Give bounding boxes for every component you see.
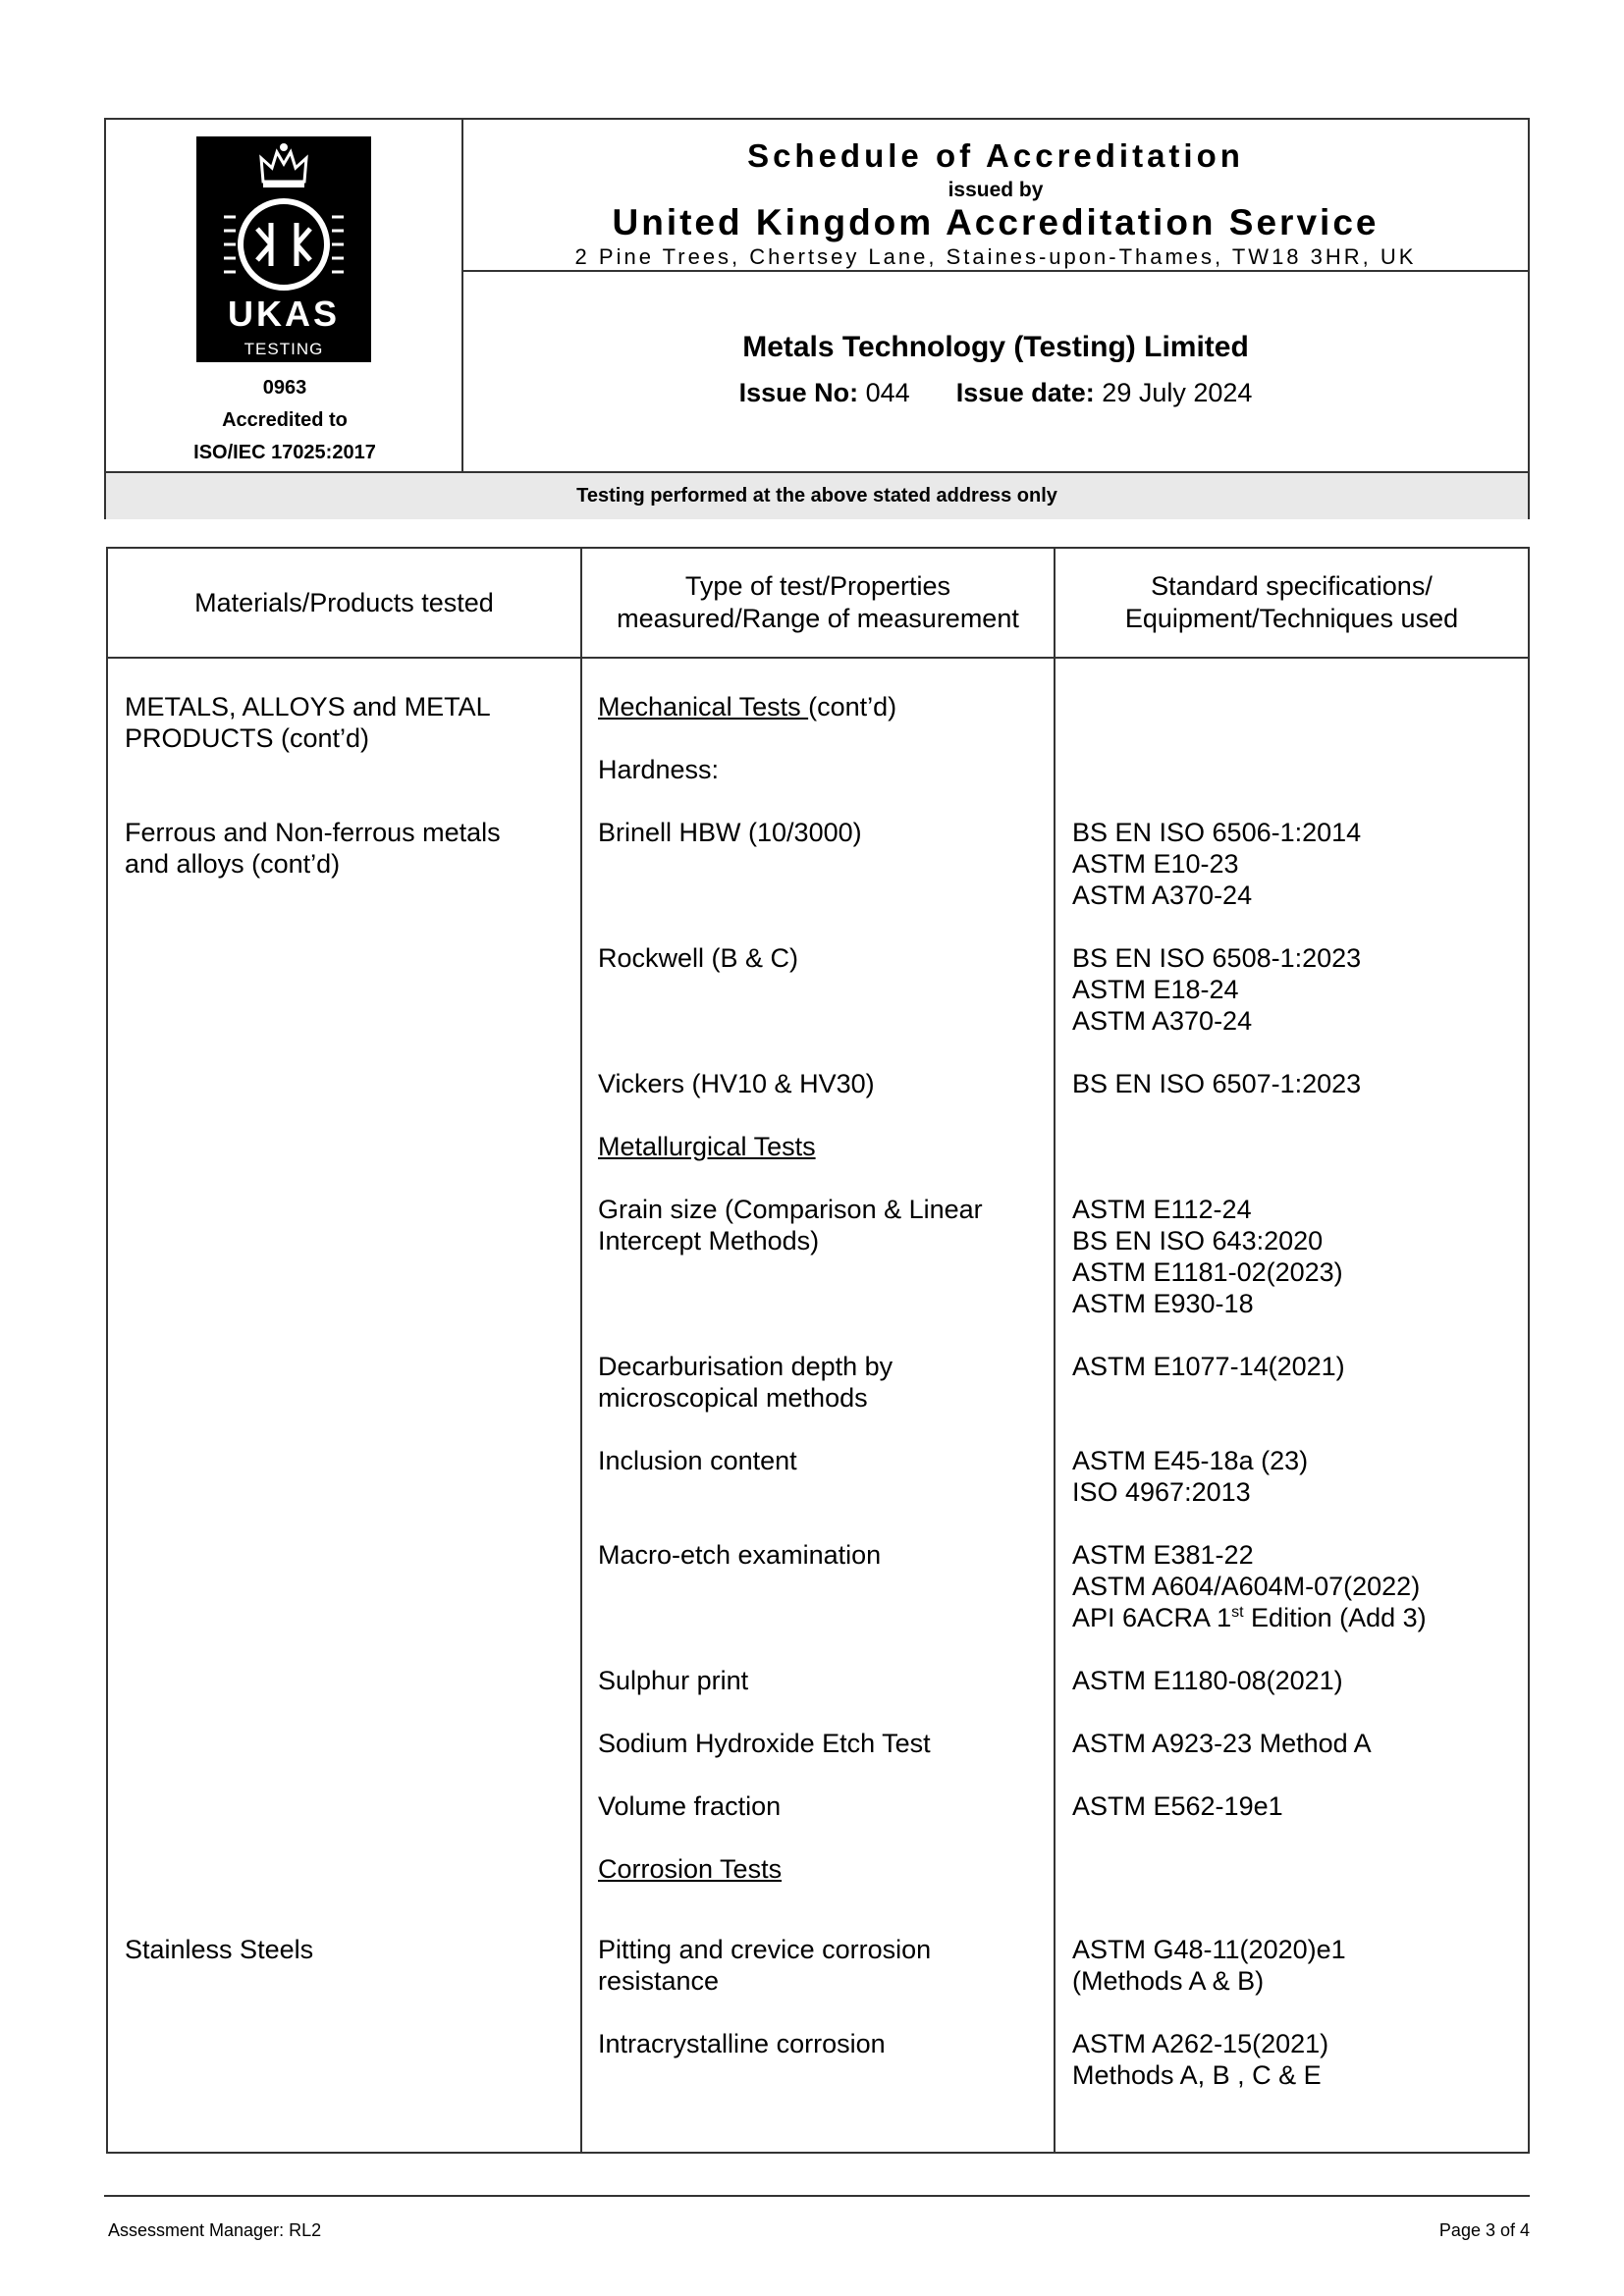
accreditation-standard: ISO/IEC 17025:2017 — [193, 442, 376, 463]
accredited-to-label: Accredited to — [222, 409, 348, 431]
test-standards: ASTM E45-18a (23) ISO 4967:2013 — [1072, 1446, 1309, 1507]
section-corrosion-tests: Corrosion Tests — [598, 1854, 783, 1884]
scope-note: Testing performed at the above stated address only — [106, 471, 1528, 519]
header-row-divider — [108, 657, 1528, 659]
issue-info — [463, 378, 1528, 408]
test-standards: ASTM G48-11(2020)e1 (Methods A & B) — [1072, 1935, 1346, 1996]
test-standards: ASTM E562-19e1 — [1072, 1791, 1283, 1821]
issue-date-label: Issue date: — [955, 378, 1095, 407]
section-metallurgical-tests: Metallurgical Tests — [598, 1132, 816, 1161]
test-standards: ASTM A923-23 Method A — [1072, 1729, 1372, 1758]
test-name: Grain size (Comparison & Linear Intercept Methods) — [598, 1195, 983, 1255]
column-divider — [1054, 549, 1056, 2152]
material-metals-alloys: METALS, ALLOYS and METAL PRODUCTS (cont’d) — [125, 692, 491, 753]
crown-icon — [257, 142, 310, 189]
column-header-standards: Standard specifications/ Equipment/Techniques used — [1124, 571, 1459, 633]
test-name: Sodium Hydroxide Etch Test — [598, 1729, 931, 1758]
column-header-materials: Materials/Products tested — [194, 587, 494, 617]
ukas-emblem-icon — [222, 195, 346, 294]
test-standards: BS EN ISO 6508-1:2023 ASTM E18-24 ASTM A370-24 — [1072, 943, 1362, 1036]
test-name: Macro-etch examination — [598, 1540, 882, 1570]
test-name: Intracrystalline corrosion — [598, 2029, 886, 2058]
issue-no: 044 — [865, 378, 910, 407]
issue-no-label: Issue No: — [738, 378, 859, 407]
section-mechanical-tests: Mechanical Tests (cont’d) — [598, 692, 897, 721]
logo-wordmark: UKAS — [227, 294, 340, 334]
accreditation-table — [106, 547, 1530, 2154]
issued-by-label: issued by — [947, 179, 1044, 201]
material-ferrous-nonferrous: Ferrous and Non-ferrous metals and alloys (cont’d) — [125, 818, 501, 879]
test-standards: ASTM E381-22 ASTM A604/A604M-07(2022) — [1072, 1540, 1421, 1601]
test-standards: ASTM E112-24 BS EN ISO 643:2020 ASTM E1181-02(2023) ASTM E930-18 — [1072, 1195, 1343, 1318]
hardness-label: Hardness: — [598, 755, 720, 784]
test-standards: ASTM E1077-14(2021) — [1072, 1352, 1345, 1381]
test-name: Pitting and crevice corrosion resistance — [598, 1935, 932, 1996]
footer-divider — [104, 2195, 1530, 2197]
footer-page-number: Page 3 of 4 — [1438, 2220, 1530, 2240]
test-standards: ASTM E1180-08(2021) — [1072, 1666, 1343, 1695]
service-name: United Kingdom Accreditation Service — [612, 202, 1380, 242]
test-name: Volume fraction — [598, 1791, 782, 1821]
material-stainless-steels: Stainless Steels — [125, 1935, 314, 1964]
test-name: Decarburisation depth by microscopical methods — [598, 1352, 893, 1413]
test-standards: BS EN ISO 6507-1:2023 — [1072, 1069, 1362, 1098]
header-box — [104, 118, 1530, 519]
organisation-name: Metals Technology (Testing) Limited — [742, 331, 1249, 363]
column-divider — [580, 549, 582, 2152]
test-standards: ASTM A262-15(2021) Methods A, B , C & E — [1072, 2029, 1329, 2090]
test-standards-extra: API 6ACRA 1st Edition (Add 3) — [1072, 1603, 1427, 1632]
test-name: Inclusion content — [598, 1446, 797, 1475]
test-name: Rockwell (B & C) — [598, 943, 799, 973]
header-title-cell — [463, 120, 1528, 272]
test-name: Sulphur print — [598, 1666, 749, 1695]
issue-date: 29 July 2024 — [1102, 378, 1253, 407]
header-logo-cell — [106, 120, 463, 471]
page-title: Schedule of Accreditation — [747, 137, 1244, 174]
column-header-test-type: Type of test/Properties measured/Range of measurement — [617, 571, 1019, 633]
test-name: Brinell HBW (10/3000) — [598, 818, 862, 847]
test-name: Vickers (HV10 & HV30) — [598, 1069, 875, 1098]
test-standards: BS EN ISO 6506-1:2014 ASTM E10-23 ASTM A370-24 — [1072, 818, 1362, 910]
service-address: 2 Pine Trees, Chertsey Lane, Staines-upon-Thames, TW18 3HR, UK — [574, 244, 1417, 269]
footer-assessment-manager: Assessment Manager: RL2 — [108, 2220, 322, 2240]
accreditation-number: 0963 — [262, 377, 307, 399]
ukas-logo — [196, 136, 371, 362]
logo-subtitle: TESTING — [244, 340, 324, 358]
